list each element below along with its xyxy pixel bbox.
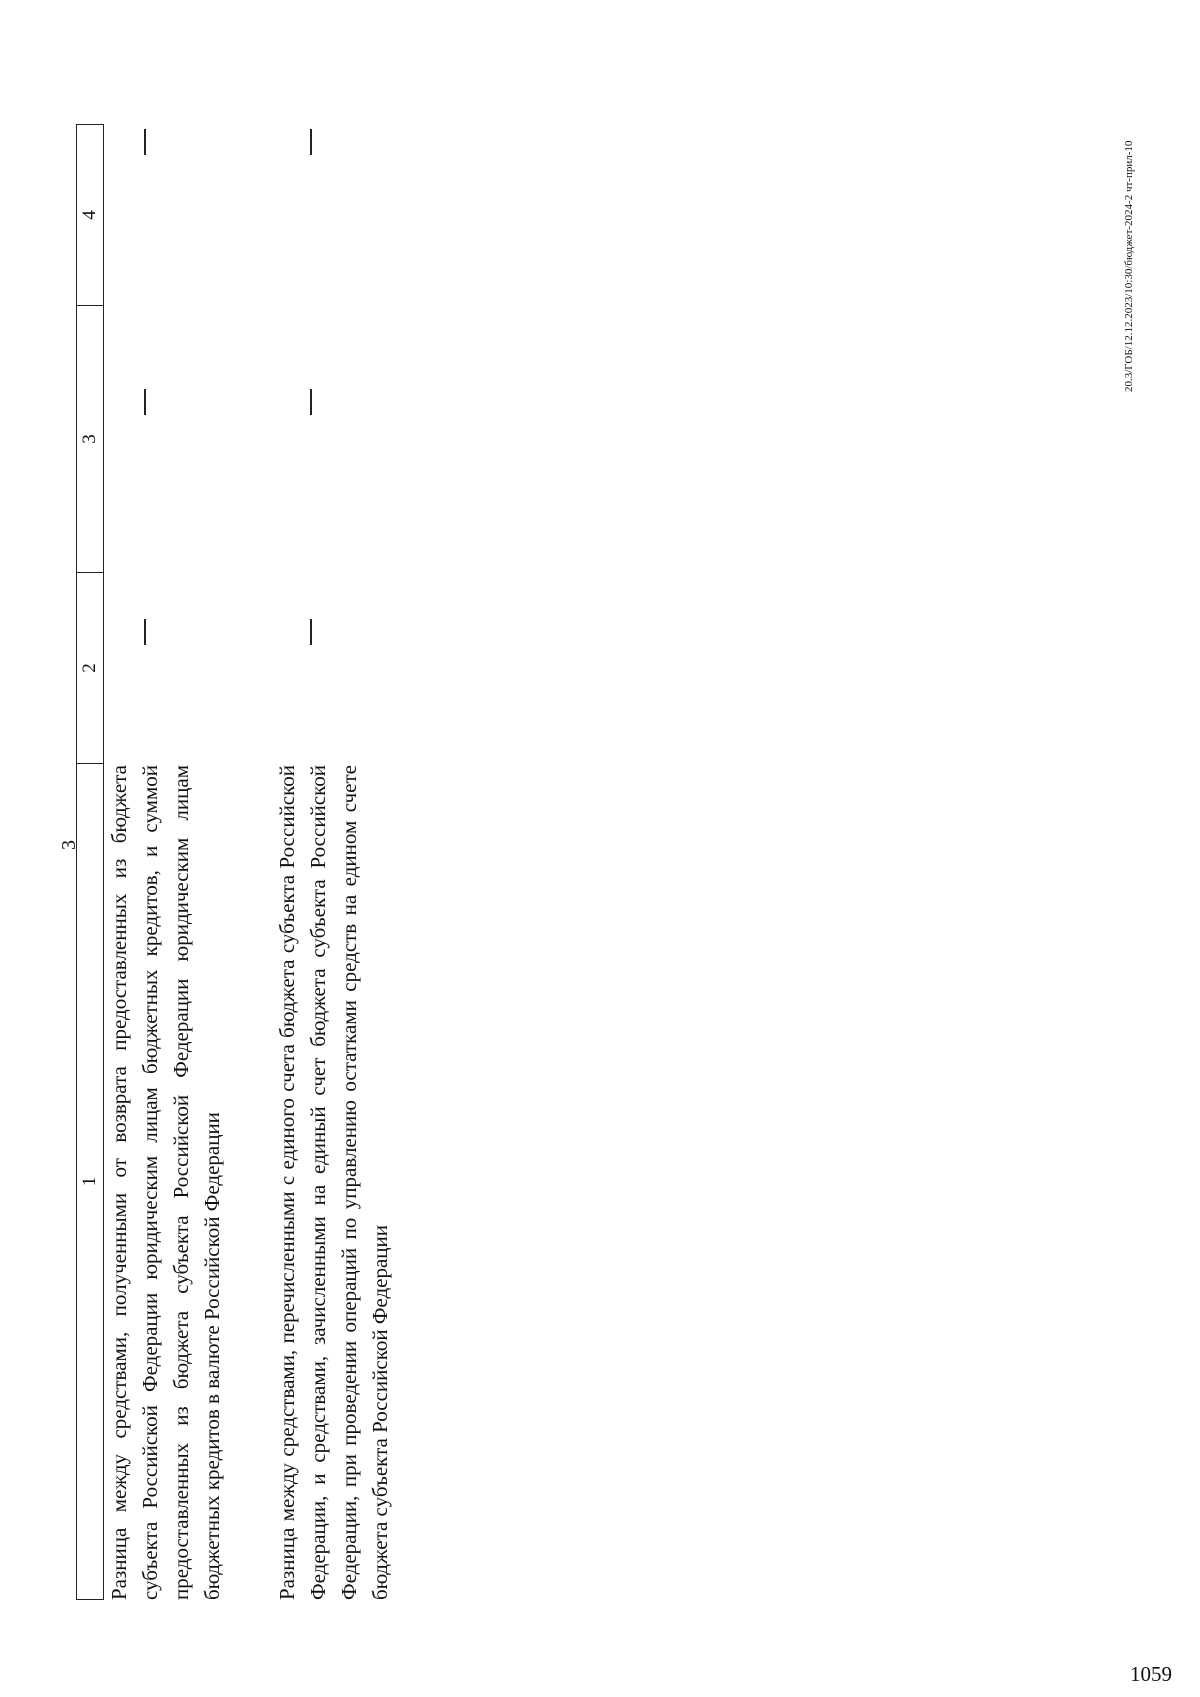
rotated-page-content xyxy=(0,50,1200,1650)
column-header-4: 4 xyxy=(77,125,104,306)
table-header xyxy=(76,124,104,1600)
row-2-col4-dash xyxy=(310,129,312,155)
row-1-col4-dash xyxy=(144,129,146,155)
document-side-note: 20.3/ГОБ/12.12.2023/10:30/бюджет-2024-2 чт-прил-10 xyxy=(1123,140,1135,392)
page-number: 3 xyxy=(58,840,80,850)
row-1-description: Разница между средствами, полученными от возврата предоставленных из бюджета субъекта Российской Федерации юридическим лицам бюджетных кредитов, и суммой предоставленных из бюджета субъекта Российской Федерации юридическим лицам бюджетных кредитов в валюте Российской Федерации xyxy=(107,765,224,1600)
column-header-1: 1 xyxy=(77,764,104,1600)
row-2-description: Разница между средствами, перечисленными с единого счета бюджета субъекта Российской Федерации, и средствами, зачисленными на единый счет бюджета субъекта Российской Федерации, при проведении операций по управлению остатками средств на едином счете бюджета субъекта Российской Федерации xyxy=(275,765,392,1600)
column-header-2: 2 xyxy=(77,573,104,764)
row-1-col3-dash xyxy=(144,389,146,415)
row-2-col2-dash xyxy=(310,619,312,645)
row-2-col3-dash xyxy=(310,389,312,415)
column-header-3: 3 xyxy=(77,306,104,573)
footer-page-number: 1059 xyxy=(1130,1662,1172,1686)
row-1-col2-dash xyxy=(144,619,146,645)
